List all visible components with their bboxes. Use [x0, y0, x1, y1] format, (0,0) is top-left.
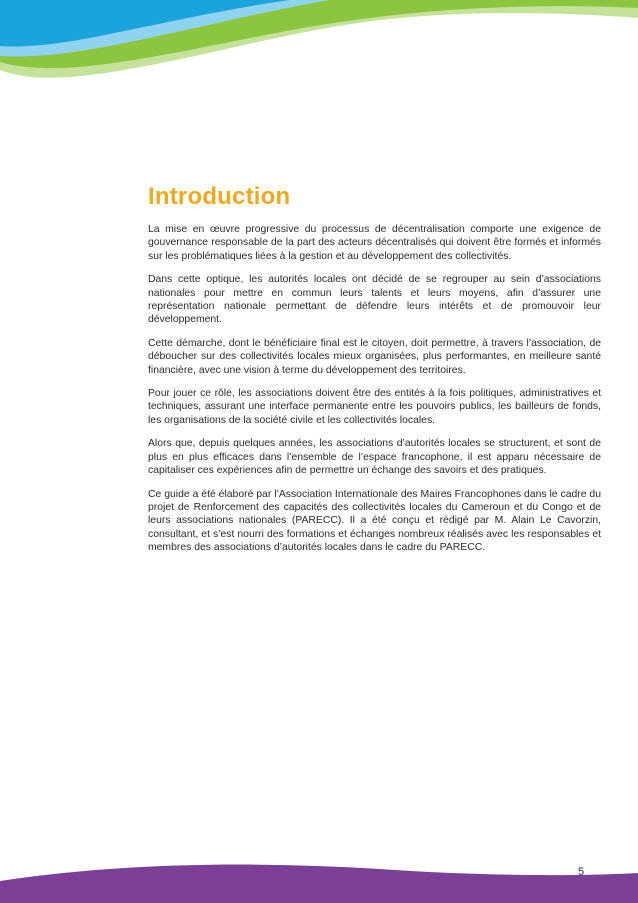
paragraph-5: Alors que, depuis quelques années, les associations d’autorités locales se structurent, et sont de plus en plus efficaces dans l’ensemble de l’espace francophone, il est apparu nécessaire de capitaliser ces expériences afin de permettre un échange des savoirs et des pratiques. — [148, 438, 601, 477]
top-wave-decoration — [0, 0, 638, 90]
paragraph-2: Dans cette optique, les autorités locales ont décidé de se regrouper au sein d’associations nationales pour mettre en commun leurs talents et leurs moyens, afin d’assurer une représentation nationale permettant de défendre leurs intérêts et de promouvoir leur développement. — [148, 274, 601, 326]
bottom-wave-decoration — [0, 833, 638, 903]
paragraph-6: Ce guide a été élaboré par l’Association Internationale des Maires Francophones dans le cadre du projet de Renforcement des capacités des collectivités locales du Cameroun et du Congo et de leurs associations nationales (PARECC). Il a été conçu et rédigé par M. Alain Le Cavorzin, consultant, et s’est nourri des formations et échanges nombreux réalisés avec les responsables et membres des associations d’autorités locales dans le cadre du PARECC. — [148, 488, 601, 554]
page-number: 5 — [578, 866, 585, 878]
main-content — [148, 183, 601, 565]
page-title: Introduction — [148, 183, 291, 210]
paragraph-3: Cette démarche, dont le bénéficiaire final est le citoyen, doit permettre, à travers l’association, de déboucher sur des collectivités locales mieux organisées, plus performantes, en meilleure santé financière, avec une vision à terme du développement des territoires. — [148, 337, 601, 376]
paragraph-1: La mise en œuvre progressive du processus de décentralisation comporte une exigence de gouvernance responsable de la part des acteurs décentralisés qui doivent être formés et informés sur les problématiques liées à la gestion et au développement des collectivités. — [148, 224, 601, 262]
paragraph-4: Pour jouer ce rôle, les associations doivent être des entités à la fois politiques, administratives et techniques, assurant une interface permanente entre les pouvoirs publics, les bailleurs de fonds, les organisations de la société civile et les collectivités locales. — [148, 388, 601, 426]
